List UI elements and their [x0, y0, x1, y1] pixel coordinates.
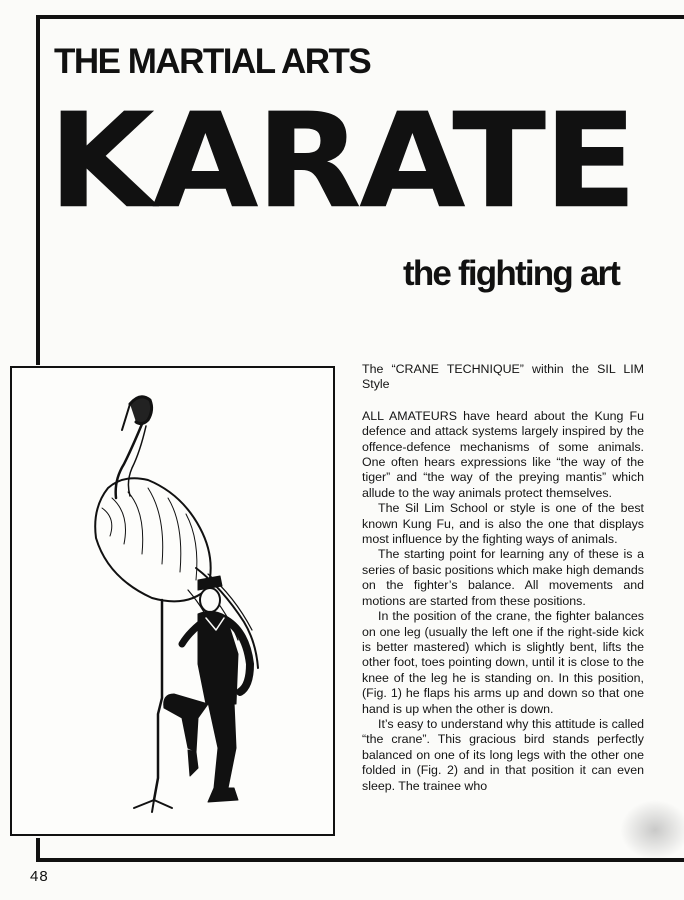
crane-and-fighter-illustration — [12, 368, 333, 834]
page-title: KARATE — [48, 84, 635, 238]
illustration-panel — [10, 366, 335, 836]
article-paragraph: It’s easy to understand why this attitude is called “the crane”. This gracious bird stands perfectly balanced on one of its long legs with the other one folded in (Fig. 2) and in that position it can even sleep. The trainee who — [362, 716, 644, 793]
print-smudge — [620, 800, 684, 860]
frame-top-rule — [36, 15, 684, 19]
article-paragraph: In the position of the crane, the fighter balances on one leg (usually the left one if the right-side kick is better mastered) which is slightly bent, lifts the other foot, toes pointing down, until it is close to the knee of the leg he is standing on. In this position, (Fig. 1) he flaps his arms up and down so that one hand is up when the other is down. — [362, 609, 644, 716]
frame-bottom-rule — [36, 858, 684, 862]
article-heading: The “CRANE TECHNIQUE” within the SIL LIM Style — [362, 362, 644, 392]
fighter-icon — [164, 576, 250, 802]
article-paragraph: The starting point for learning any of these is a series of basic positions which make high demands on the fighter’s balance. All movements and motions are started from these positions. — [362, 547, 644, 608]
article-body — [362, 362, 644, 794]
article-paragraph: ALL AMATEURS have heard about the Kung Fu defence and attack systems largely inspired by the offence-defence mechanisms of some animals. One often hears expressions like “the way of the tiger” and “the way of the preying mantis” which allude to the way animals protect themselves. — [362, 408, 644, 500]
article-paragraph: The Sil Lim School or style is one of the best known Kung Fu, and is also the one that displays most influence by the fighting ways of animals. — [362, 501, 644, 547]
section-kicker: THE MARTIAL ARTS — [54, 42, 371, 81]
frame-left-rule — [36, 15, 40, 365]
page-number: 48 — [30, 868, 49, 885]
page-subtitle: the fighting art — [403, 254, 620, 293]
